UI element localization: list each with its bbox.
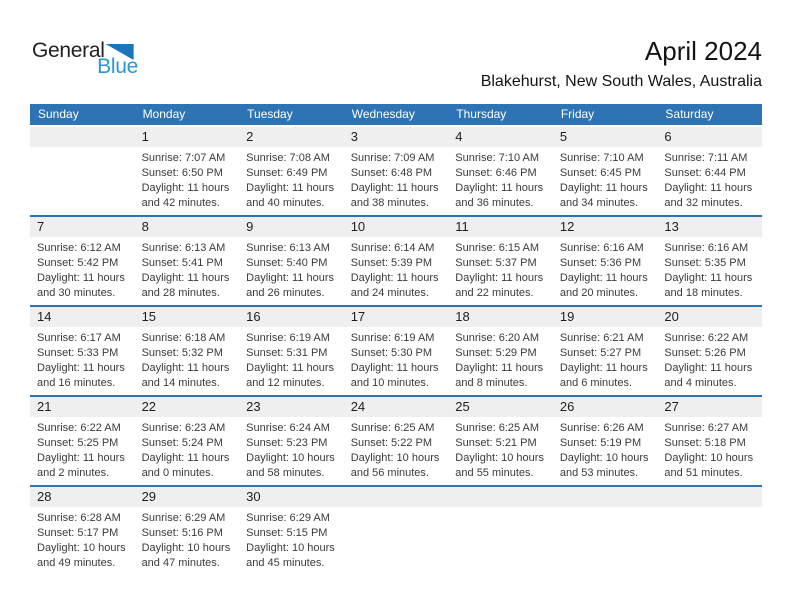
day-details (657, 327, 762, 391)
day-details (30, 237, 135, 301)
daylight-line-1: Daylight: 11 hours (246, 362, 334, 374)
day-number: 5 (553, 127, 658, 147)
day-number: 24 (344, 397, 449, 417)
sunrise-line: Sunrise: 6:18 AM (141, 332, 226, 344)
sunset-line: Sunset: 5:16 PM (141, 527, 223, 539)
sunrise-line: Sunrise: 6:21 AM (559, 332, 644, 344)
daylight-line-1: Daylight: 10 hours (141, 542, 231, 554)
weeks-container (30, 125, 762, 575)
day-number: 21 (30, 397, 135, 417)
day-number (553, 487, 658, 507)
sunset-line: Sunset: 6:49 PM (246, 167, 328, 179)
daylight-line-1: Daylight: 11 hours (559, 272, 648, 284)
day-number: 14 (30, 307, 135, 327)
day-cell-6 (657, 127, 762, 215)
sunrise-line: Sunrise: 7:08 AM (246, 152, 330, 164)
daylight-line-2: and 2 minutes. (37, 467, 110, 479)
daylight-line-1: Daylight: 10 hours (455, 452, 544, 464)
week-row (30, 215, 762, 305)
sunrise-line: Sunrise: 6:23 AM (141, 422, 226, 434)
daylight-line-2: and 16 minutes. (37, 377, 116, 389)
daylight-line-2: and 56 minutes. (350, 467, 429, 479)
day-number: 18 (448, 307, 553, 327)
daylight-line-2: and 51 minutes. (664, 467, 743, 479)
calendar-table (30, 104, 762, 575)
day-cell-15 (135, 307, 240, 395)
week-row (30, 125, 762, 215)
day-details (448, 327, 553, 391)
daylight-line-2: and 0 minutes. (141, 467, 214, 479)
day-cell-5 (553, 127, 658, 215)
weekday-saturday: Saturday (665, 107, 714, 121)
day-details (657, 417, 762, 481)
day-number: 30 (239, 487, 344, 507)
sunset-line: Sunset: 5:19 PM (559, 437, 642, 449)
daylight-line-2: and 20 minutes. (559, 287, 639, 299)
empty-day-cell (344, 487, 449, 575)
day-number: 13 (657, 217, 762, 237)
sunrise-line: Sunrise: 7:09 AM (350, 152, 435, 164)
day-details (239, 507, 344, 571)
weekday-friday: Friday (560, 107, 595, 121)
daylight-line-2: and 42 minutes. (141, 197, 220, 209)
day-cell-10 (344, 217, 449, 305)
day-number: 7 (30, 217, 135, 237)
sunset-line: Sunset: 5:17 PM (37, 527, 119, 539)
day-cell-11 (448, 217, 553, 305)
sunrise-line: Sunrise: 7:07 AM (141, 152, 226, 164)
day-number: 8 (135, 217, 240, 237)
sunset-line: Sunset: 6:45 PM (559, 167, 642, 179)
sunrise-line: Sunrise: 6:16 AM (559, 242, 644, 254)
day-cell-25 (448, 397, 553, 485)
day-number (657, 487, 762, 507)
daylight-line-1: Daylight: 11 hours (141, 362, 230, 374)
day-details (657, 237, 762, 301)
day-details (448, 147, 553, 211)
day-details (135, 507, 240, 571)
sunrise-line: Sunrise: 6:22 AM (664, 332, 749, 344)
sunset-line: Sunset: 5:37 PM (455, 257, 537, 269)
sunrise-line: Sunrise: 6:17 AM (37, 332, 121, 344)
sunrise-line: Sunrise: 6:12 AM (37, 242, 121, 254)
day-cell-16 (239, 307, 344, 395)
daylight-line-2: and 14 minutes. (141, 377, 220, 389)
day-cell-4 (448, 127, 553, 215)
daylight-line-1: Daylight: 11 hours (37, 452, 125, 464)
sunset-line: Sunset: 5:35 PM (664, 257, 746, 269)
day-number (448, 487, 553, 507)
daylight-line-2: and 58 minutes. (246, 467, 325, 479)
day-number: 11 (448, 217, 553, 237)
daylight-line-1: Daylight: 10 hours (559, 452, 649, 464)
sunrise-line: Sunrise: 7:10 AM (455, 152, 540, 164)
day-number: 15 (135, 307, 240, 327)
sunrise-line: Sunrise: 6:28 AM (37, 512, 121, 524)
day-details (657, 147, 762, 211)
daylight-line-1: Daylight: 11 hours (246, 182, 334, 194)
daylight-line-1: Daylight: 11 hours (559, 182, 648, 194)
weekday-header-row (30, 104, 762, 125)
day-cell-17 (344, 307, 449, 395)
sunset-line: Sunset: 5:29 PM (455, 347, 537, 359)
weekday-monday: Monday (142, 107, 186, 121)
daylight-line-1: Daylight: 11 hours (455, 272, 544, 284)
day-cell-14 (30, 307, 135, 395)
daylight-line-2: and 34 minutes. (559, 197, 639, 209)
daylight-line-2: and 45 minutes. (246, 557, 325, 569)
day-number: 22 (135, 397, 240, 417)
daylight-line-1: Daylight: 11 hours (664, 182, 753, 194)
sunset-line: Sunset: 5:27 PM (559, 347, 642, 359)
sunset-line: Sunset: 5:22 PM (350, 437, 433, 449)
day-number: 20 (657, 307, 762, 327)
sunset-line: Sunset: 5:23 PM (246, 437, 328, 449)
daylight-line-2: and 18 minutes. (664, 287, 743, 299)
day-number: 10 (344, 217, 449, 237)
location-subtitle: Blakehurst, New South Wales, Australia (480, 73, 762, 90)
day-number: 12 (553, 217, 658, 237)
day-number (344, 487, 449, 507)
daylight-line-1: Daylight: 11 hours (664, 362, 753, 374)
sunrise-line: Sunrise: 6:16 AM (664, 242, 749, 254)
day-number: 23 (239, 397, 344, 417)
day-details (30, 507, 135, 571)
day-cell-3 (344, 127, 449, 215)
sunrise-line: Sunrise: 6:27 AM (664, 422, 749, 434)
sunset-line: Sunset: 5:42 PM (37, 257, 119, 269)
empty-day-cell (448, 487, 553, 575)
empty-day-cell (657, 487, 762, 575)
sunset-line: Sunset: 6:48 PM (350, 167, 433, 179)
day-cell-12 (553, 217, 658, 305)
daylight-line-1: Daylight: 11 hours (141, 182, 230, 194)
day-cell-13 (657, 217, 762, 305)
day-number: 6 (657, 127, 762, 147)
day-details (448, 237, 553, 301)
weekday-wednesday: Wednesday (351, 107, 415, 121)
day-cell-18 (448, 307, 553, 395)
sunset-line: Sunset: 5:36 PM (559, 257, 642, 269)
daylight-line-1: Daylight: 11 hours (350, 182, 439, 194)
day-cell-23 (239, 397, 344, 485)
day-cell-7 (30, 217, 135, 305)
sunset-line: Sunset: 6:44 PM (664, 167, 746, 179)
daylight-line-2: and 12 minutes. (246, 377, 325, 389)
day-cell-29 (135, 487, 240, 575)
week-row (30, 305, 762, 395)
day-cell-30 (239, 487, 344, 575)
day-cell-21 (30, 397, 135, 485)
sunset-line: Sunset: 5:40 PM (246, 257, 328, 269)
day-number: 26 (553, 397, 658, 417)
daylight-line-2: and 6 minutes. (559, 377, 632, 389)
month-title: April 2024 (644, 36, 762, 66)
daylight-line-2: and 4 minutes. (664, 377, 737, 389)
sunrise-line: Sunrise: 6:19 AM (350, 332, 435, 344)
daylight-line-2: and 8 minutes. (455, 377, 528, 389)
daylight-line-1: Daylight: 10 hours (246, 452, 335, 464)
day-details (344, 417, 449, 481)
day-details (553, 327, 658, 391)
day-number: 2 (239, 127, 344, 147)
day-details (135, 147, 240, 211)
daylight-line-2: and 47 minutes. (141, 557, 220, 569)
daylight-line-1: Daylight: 11 hours (246, 272, 334, 284)
sunrise-line: Sunrise: 6:20 AM (455, 332, 540, 344)
day-cell-19 (553, 307, 658, 395)
daylight-line-2: and 28 minutes. (141, 287, 220, 299)
sunset-line: Sunset: 5:21 PM (455, 437, 537, 449)
week-row (30, 395, 762, 485)
daylight-line-1: Daylight: 10 hours (246, 542, 335, 554)
day-cell-9 (239, 217, 344, 305)
day-number: 9 (239, 217, 344, 237)
weekday-sunday: Sunday (38, 107, 79, 121)
day-details (30, 327, 135, 391)
day-details (344, 237, 449, 301)
daylight-line-2: and 36 minutes. (455, 197, 534, 209)
sunset-line: Sunset: 5:39 PM (350, 257, 433, 269)
sunset-line: Sunset: 5:30 PM (350, 347, 433, 359)
day-details (239, 417, 344, 481)
daylight-line-1: Daylight: 11 hours (37, 272, 125, 284)
title-block (481, 36, 762, 91)
day-details (344, 147, 449, 211)
day-cell-2 (239, 127, 344, 215)
logo-text-blue: Blue (97, 55, 138, 78)
daylight-line-1: Daylight: 10 hours (37, 542, 126, 554)
empty-day-cell (553, 487, 658, 575)
day-number: 1 (135, 127, 240, 147)
sunset-line: Sunset: 5:32 PM (141, 347, 223, 359)
sunset-line: Sunset: 5:26 PM (664, 347, 746, 359)
sunrise-line: Sunrise: 6:15 AM (455, 242, 540, 254)
day-number: 28 (30, 487, 135, 507)
daylight-line-1: Daylight: 10 hours (664, 452, 754, 464)
day-cell-22 (135, 397, 240, 485)
day-cell-20 (657, 307, 762, 395)
week-row (30, 485, 762, 575)
day-number: 4 (448, 127, 553, 147)
daylight-line-2: and 32 minutes. (664, 197, 743, 209)
daylight-line-2: and 30 minutes. (37, 287, 116, 299)
sunrise-line: Sunrise: 7:11 AM (664, 152, 748, 164)
sunrise-line: Sunrise: 6:25 AM (350, 422, 435, 434)
daylight-line-1: Daylight: 11 hours (455, 362, 544, 374)
sunrise-line: Sunrise: 6:13 AM (141, 242, 226, 254)
sunrise-line: Sunrise: 6:22 AM (37, 422, 121, 434)
day-cell-8 (135, 217, 240, 305)
day-number: 16 (239, 307, 344, 327)
day-number: 25 (448, 397, 553, 417)
day-number: 17 (344, 307, 449, 327)
daylight-line-2: and 26 minutes. (246, 287, 325, 299)
daylight-line-1: Daylight: 11 hours (350, 362, 439, 374)
day-number: 3 (344, 127, 449, 147)
sunset-line: Sunset: 5:15 PM (246, 527, 328, 539)
day-cell-27 (657, 397, 762, 485)
day-details (553, 417, 658, 481)
sunrise-line: Sunrise: 6:19 AM (246, 332, 330, 344)
day-cell-26 (553, 397, 658, 485)
sunset-line: Sunset: 5:18 PM (664, 437, 746, 449)
daylight-line-1: Daylight: 11 hours (455, 182, 544, 194)
weekday-tuesday: Tuesday (247, 107, 293, 121)
sunset-line: Sunset: 6:50 PM (141, 167, 223, 179)
daylight-line-1: Daylight: 11 hours (664, 272, 753, 284)
daylight-line-1: Daylight: 11 hours (141, 272, 230, 284)
day-number: 19 (553, 307, 658, 327)
day-details (239, 147, 344, 211)
daylight-line-2: and 53 minutes. (559, 467, 639, 479)
day-details (30, 417, 135, 481)
daylight-line-2: and 10 minutes. (350, 377, 429, 389)
sunset-line: Sunset: 5:25 PM (37, 437, 119, 449)
sunrise-line: Sunrise: 6:13 AM (246, 242, 330, 254)
sunrise-line: Sunrise: 6:26 AM (559, 422, 644, 434)
day-details (448, 417, 553, 481)
day-number: 29 (135, 487, 240, 507)
weekday-thursday: Thursday (456, 107, 507, 121)
day-number: 27 (657, 397, 762, 417)
day-cell-1 (135, 127, 240, 215)
daylight-line-1: Daylight: 10 hours (350, 452, 440, 464)
sunset-line: Sunset: 5:41 PM (141, 257, 223, 269)
general-blue-logo (32, 40, 139, 78)
sunset-line: Sunset: 5:24 PM (141, 437, 223, 449)
daylight-line-1: Daylight: 11 hours (141, 452, 230, 464)
logo-text-general: General (32, 39, 105, 62)
sunset-line: Sunset: 6:46 PM (455, 167, 537, 179)
daylight-line-1: Daylight: 11 hours (350, 272, 439, 284)
day-details (135, 237, 240, 301)
sunrise-line: Sunrise: 6:24 AM (246, 422, 330, 434)
daylight-line-2: and 24 minutes. (350, 287, 429, 299)
day-details (239, 327, 344, 391)
day-details (553, 147, 658, 211)
sunrise-line: Sunrise: 6:14 AM (350, 242, 435, 254)
day-details (135, 417, 240, 481)
daylight-line-2: and 49 minutes. (37, 557, 116, 569)
sunrise-line: Sunrise: 7:10 AM (559, 152, 644, 164)
daylight-line-1: Daylight: 11 hours (37, 362, 125, 374)
sunset-line: Sunset: 5:31 PM (246, 347, 328, 359)
sunrise-line: Sunrise: 6:25 AM (455, 422, 540, 434)
day-cell-24 (344, 397, 449, 485)
daylight-line-1: Daylight: 11 hours (559, 362, 648, 374)
sunrise-line: Sunrise: 6:29 AM (141, 512, 226, 524)
day-cell-28 (30, 487, 135, 575)
day-details (239, 237, 344, 301)
sunset-line: Sunset: 5:33 PM (37, 347, 119, 359)
day-details (344, 327, 449, 391)
day-number (30, 127, 135, 147)
empty-day-cell (30, 127, 135, 215)
sunrise-line: Sunrise: 6:29 AM (246, 512, 330, 524)
day-details (135, 327, 240, 391)
daylight-line-2: and 40 minutes. (246, 197, 325, 209)
daylight-line-2: and 22 minutes. (455, 287, 534, 299)
day-details (553, 237, 658, 301)
daylight-line-2: and 55 minutes. (455, 467, 534, 479)
daylight-line-2: and 38 minutes. (350, 197, 429, 209)
